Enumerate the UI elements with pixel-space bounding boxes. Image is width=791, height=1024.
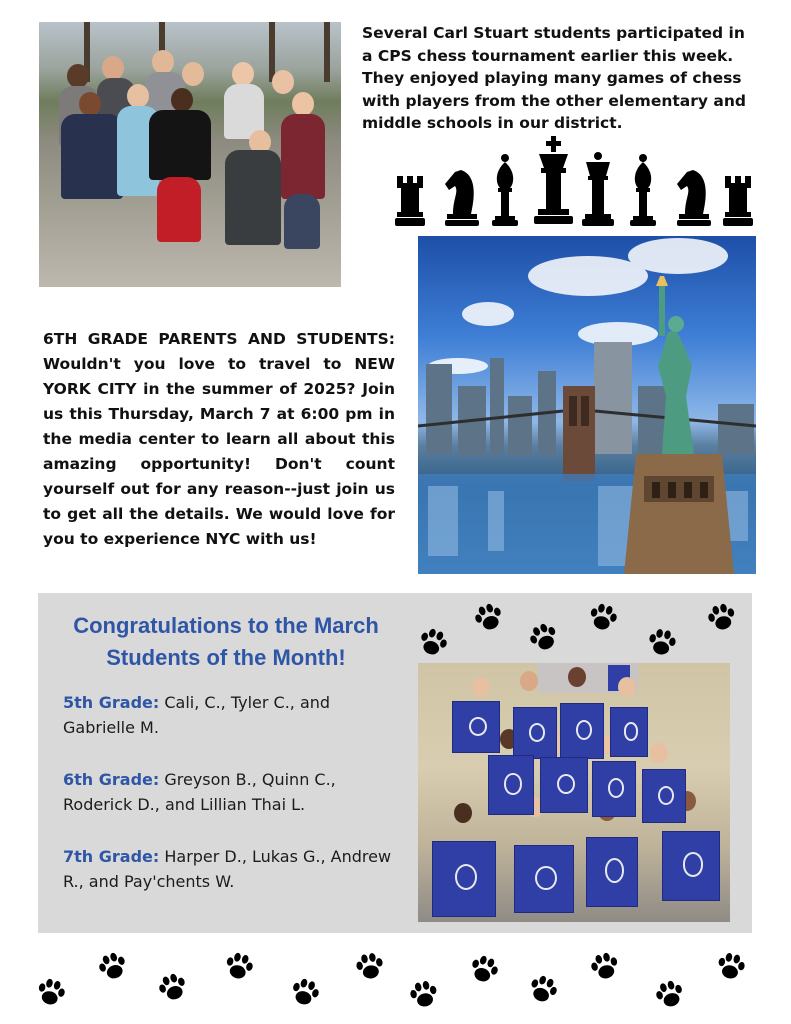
paw-print-icon bbox=[523, 970, 562, 1009]
grade-names: Greyson B., Quinn C., Roderick D., and Lillian Thai L. bbox=[63, 770, 336, 814]
nyc-trip-announcement: 6TH GRADE PARENTS AND STUDENTS: Wouldn't you love to travel to NEW YORK CITY in the summer of 2025? Join us this Thursday, March 7 at 6:00 pm in the media center to learn all about this amazing opportunity! Don't count yourself out for any reason--just join us to get all the details. We would love for you to experience NYC with us! bbox=[43, 330, 395, 548]
grade-label: 7th Grade: bbox=[63, 847, 160, 866]
nyc-statue-of-liberty-photo bbox=[418, 236, 756, 574]
chess-king-icon bbox=[534, 136, 573, 224]
paw-print-icon bbox=[406, 977, 442, 1013]
students-of-month-title: Congratulations to the March Students of the Month! bbox=[73, 613, 379, 670]
chess-bishop-icon bbox=[492, 154, 518, 226]
chess-tournament-text: Several Carl Stuart students participated in a CPS chess tournament earlier this week. They enjoyed playing many games of chess with players from the other elementary and middle schools in our district. bbox=[362, 24, 746, 132]
paw-print-icon bbox=[713, 949, 749, 985]
chess-pieces-row bbox=[393, 136, 757, 228]
paw-print-icon bbox=[286, 974, 324, 1012]
paw-print-icon bbox=[587, 949, 624, 986]
paw-print-icon bbox=[465, 951, 503, 989]
paw-print-icon bbox=[651, 976, 689, 1014]
chess-rook-icon bbox=[723, 176, 753, 226]
grade-label: 6th Grade: bbox=[63, 770, 160, 789]
grade-names: Cali, C., Tyler C., and Gabrielle M. bbox=[63, 693, 331, 737]
students-of-month-photo bbox=[418, 663, 730, 922]
chess-bishop-icon bbox=[630, 154, 656, 226]
paw-print-icon bbox=[154, 969, 192, 1007]
chess-knight-icon bbox=[677, 170, 711, 226]
paw-print-icon bbox=[353, 950, 388, 985]
grade-label: 5th Grade: bbox=[63, 693, 160, 712]
grade-7-entry bbox=[63, 844, 393, 894]
paw-print-icon bbox=[33, 975, 70, 1012]
paw-print-icon bbox=[94, 948, 132, 986]
chess-queen-icon bbox=[582, 152, 614, 226]
paw-print-icon bbox=[221, 949, 258, 986]
grade-6-entry bbox=[63, 767, 393, 817]
chess-knight-icon bbox=[445, 170, 479, 226]
grade-names: Harper D., Lukas G., Andrew R., and Pay'chents W. bbox=[63, 847, 392, 891]
grade-5-entry bbox=[63, 690, 393, 740]
chess-rook-icon bbox=[395, 176, 425, 226]
paw-print-icon bbox=[645, 626, 680, 661]
chess-team-photo bbox=[39, 22, 341, 287]
